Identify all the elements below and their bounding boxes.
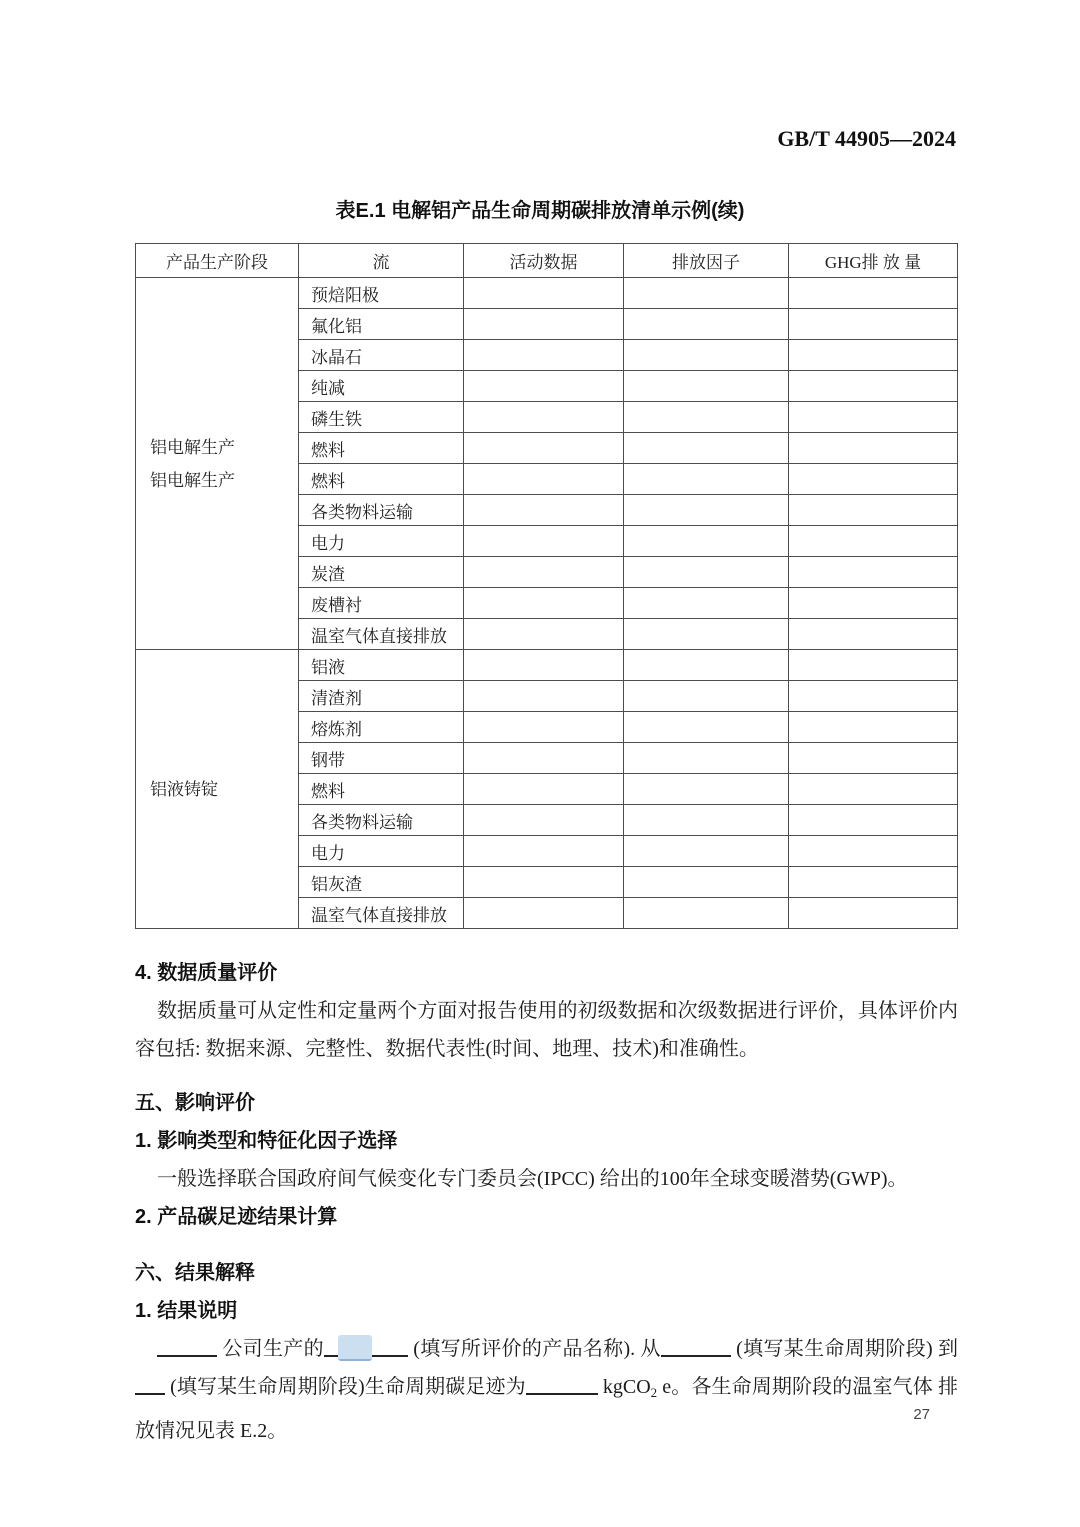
result-text: e。各生命周期阶段的温室气体 排放情况见表 E.2。	[135, 1376, 958, 1442]
section6-heading: 六、结果解释	[135, 1262, 255, 1284]
section4-paragraph: 数据质量可从定性和定量两个方面对报告使用的初级数据和次级数据进行评价，具体评价内容包括: 数据来源、完整性、数据代表性(时间、地理、技术)和准确性。	[135, 1000, 958, 1060]
empty-data-cell	[789, 619, 958, 650]
highlight-blank	[338, 1335, 372, 1361]
empty-data-cell	[624, 898, 789, 929]
empty-data-cell	[789, 743, 958, 774]
empty-data-cell	[789, 402, 958, 433]
flow-cell: 各类物料运输	[299, 495, 464, 526]
empty-data-cell	[464, 402, 624, 433]
result-paragraph	[135, 1330, 958, 1450]
empty-data-cell	[464, 371, 624, 402]
empty-data-cell	[624, 371, 789, 402]
empty-data-cell	[789, 898, 958, 929]
empty-data-cell	[789, 836, 958, 867]
empty-data-cell	[624, 433, 789, 464]
flow-cell: 温室气体直接排放	[299, 619, 464, 650]
flow-cell: 钢带	[299, 743, 464, 774]
result-text: (填写某生命周期阶段)生命周期碳足迹为	[165, 1376, 526, 1398]
empty-data-cell	[789, 774, 958, 805]
flow-cell: 纯减	[299, 371, 464, 402]
flow-cell: 各类物料运输	[299, 805, 464, 836]
flow-cell: 磷生铁	[299, 402, 464, 433]
col-header-emission-factor: 排放因子	[624, 244, 789, 278]
empty-data-cell	[464, 681, 624, 712]
section5-paragraph: 一般选择联合国政府间气候变化专门委员会(IPCC) 给出的100年全球变暖潜势(GWP)。	[157, 1168, 908, 1190]
empty-data-cell	[624, 805, 789, 836]
empty-data-cell	[624, 557, 789, 588]
empty-data-cell	[624, 867, 789, 898]
empty-data-cell	[789, 340, 958, 371]
flow-cell: 电力	[299, 526, 464, 557]
col-header-flow: 流	[299, 244, 464, 278]
empty-data-cell	[464, 557, 624, 588]
empty-data-cell	[789, 464, 958, 495]
section5-heading: 五、影响评价	[135, 1092, 255, 1114]
result-text: 公司生产的	[217, 1338, 324, 1360]
empty-data-cell	[789, 526, 958, 557]
empty-data-cell	[464, 340, 624, 371]
fill-in-blank	[135, 1375, 165, 1395]
empty-data-cell	[464, 898, 624, 929]
flow-cell: 燃料	[299, 774, 464, 805]
flow-cell: 电力	[299, 836, 464, 867]
empty-data-cell	[464, 495, 624, 526]
empty-data-cell	[464, 805, 624, 836]
empty-data-cell	[464, 650, 624, 681]
section5-sub2-heading: 2. 产品碳足迹结果计算	[135, 1206, 338, 1228]
empty-data-cell	[789, 805, 958, 836]
flow-cell: 预焙阳极	[299, 278, 464, 309]
fill-in-blank	[661, 1337, 731, 1357]
doc-number: GB/T 44905—2024	[777, 126, 956, 151]
empty-data-cell	[464, 278, 624, 309]
flow-cell: 温室气体直接排放	[299, 898, 464, 929]
empty-data-cell	[624, 495, 789, 526]
empty-data-cell	[464, 836, 624, 867]
empty-data-cell	[789, 309, 958, 340]
empty-data-cell	[789, 495, 958, 526]
page-content	[135, 243, 958, 1450]
col-header-activity-data: 活动数据	[464, 244, 624, 278]
fill-in-blank	[526, 1375, 598, 1395]
table-header-row	[136, 244, 958, 278]
empty-data-cell	[789, 650, 958, 681]
result-text: (填写某生命周期阶段) 到	[730, 1338, 959, 1360]
empty-data-cell	[464, 526, 624, 557]
empty-data-cell	[464, 588, 624, 619]
flow-cell: 铝液	[299, 650, 464, 681]
empty-data-cell	[464, 433, 624, 464]
empty-data-cell	[464, 712, 624, 743]
col-header-ghg-amount: GHG排 放 量	[789, 244, 958, 278]
empty-data-cell	[624, 278, 789, 309]
empty-data-cell	[789, 588, 958, 619]
empty-data-cell	[789, 371, 958, 402]
table-title: 表E.1 电解铝产品生命周期碳排放清单示例(续)	[335, 200, 745, 222]
empty-data-cell	[464, 743, 624, 774]
flow-cell: 冰晶石	[299, 340, 464, 371]
fill-in-blank	[372, 1337, 408, 1357]
fill-in-blank	[324, 1337, 338, 1357]
stage-cell: 铝液铸锭	[136, 650, 299, 929]
flow-cell: 铝灰渣	[299, 867, 464, 898]
empty-data-cell	[464, 619, 624, 650]
empty-data-cell	[789, 278, 958, 309]
empty-data-cell	[464, 774, 624, 805]
empty-data-cell	[624, 340, 789, 371]
empty-data-cell	[624, 712, 789, 743]
col-header-stage: 产品生产阶段	[136, 244, 299, 278]
flow-cell: 清渣剂	[299, 681, 464, 712]
empty-data-cell	[789, 557, 958, 588]
empty-data-cell	[464, 867, 624, 898]
flow-cell: 废槽衬	[299, 588, 464, 619]
empty-data-cell	[624, 464, 789, 495]
result-text: (填写所评价的产品名称). 从	[407, 1338, 661, 1360]
empty-data-cell	[624, 526, 789, 557]
flow-cell: 氟化铝	[299, 309, 464, 340]
empty-data-cell	[624, 774, 789, 805]
section6-sub1-heading: 1. 结果说明	[135, 1300, 238, 1322]
empty-data-cell	[464, 309, 624, 340]
empty-data-cell	[789, 712, 958, 743]
flow-cell: 炭渣	[299, 557, 464, 588]
result-text: kgCO	[597, 1376, 651, 1398]
empty-data-cell	[789, 433, 958, 464]
section4-heading: 4. 数据质量评价	[135, 962, 278, 984]
empty-data-cell	[624, 402, 789, 433]
inventory-table	[135, 243, 958, 929]
table-row	[136, 278, 958, 309]
empty-data-cell	[624, 743, 789, 774]
empty-data-cell	[624, 619, 789, 650]
flow-cell: 燃料	[299, 433, 464, 464]
empty-data-cell	[624, 588, 789, 619]
empty-data-cell	[624, 650, 789, 681]
empty-data-cell	[789, 867, 958, 898]
fill-in-blank	[157, 1337, 217, 1357]
empty-data-cell	[464, 464, 624, 495]
section5-sub1-heading: 1. 影响类型和特征化因子选择	[135, 1130, 398, 1152]
page-number: 27	[913, 1406, 930, 1423]
empty-data-cell	[789, 681, 958, 712]
co2-subscript: 2	[650, 1385, 658, 1400]
empty-data-cell	[624, 836, 789, 867]
flow-cell: 燃料	[299, 464, 464, 495]
flow-cell: 熔炼剂	[299, 712, 464, 743]
stage-cell: 铝电解生产 铝电解生产	[136, 278, 299, 650]
empty-data-cell	[624, 681, 789, 712]
table-row	[136, 650, 958, 681]
empty-data-cell	[624, 309, 789, 340]
